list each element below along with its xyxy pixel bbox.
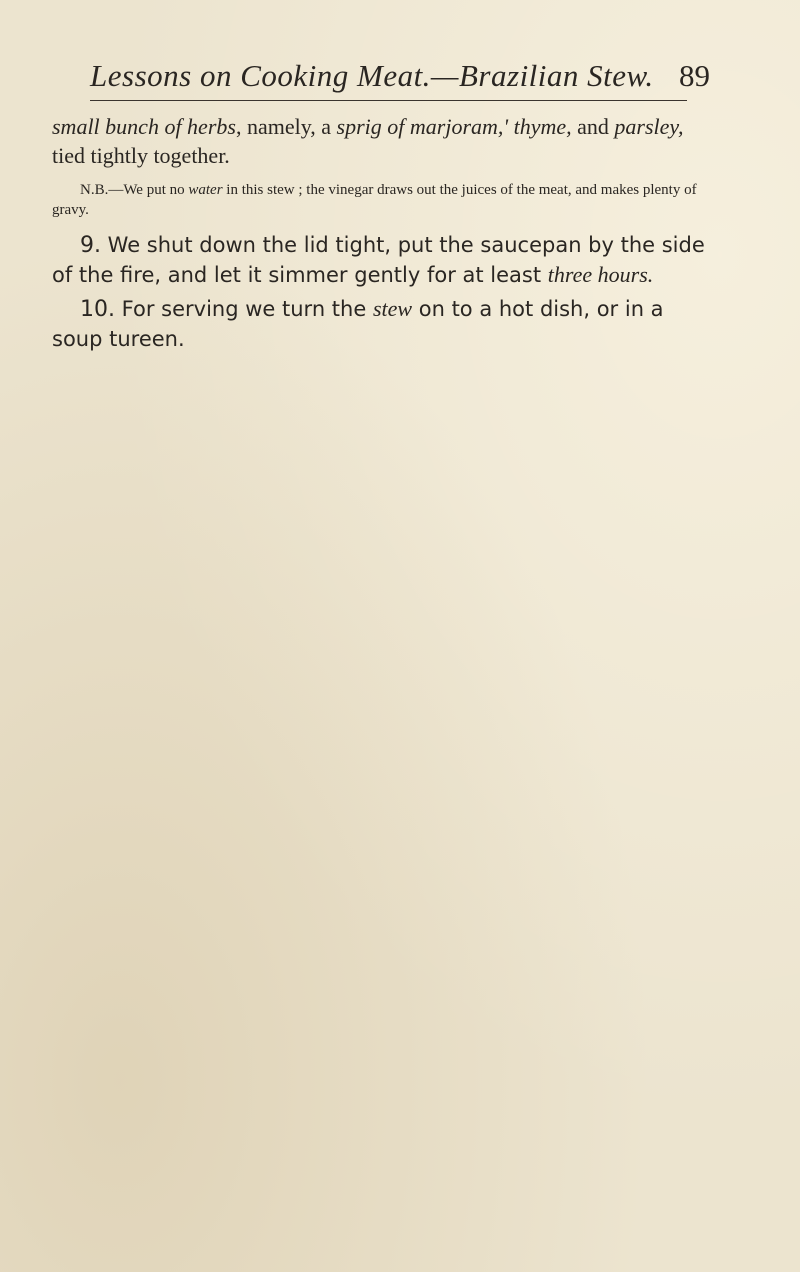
- page-header: [90, 58, 710, 102]
- text: For serving we turn the: [115, 297, 373, 321]
- body-text: [52, 112, 712, 358]
- text: in this stew ; the vinegar draws out the juices of the meat, and makes plenty of gravy.: [52, 182, 697, 218]
- header-rule: [90, 100, 687, 101]
- italic-text: stew: [372, 296, 413, 321]
- text: on to a hot dish, or in a soup tureen.: [52, 297, 664, 351]
- text: N.B.—We put no: [80, 182, 189, 198]
- paragraph-continuation: [52, 112, 712, 170]
- italic-text: water: [188, 182, 223, 198]
- text: , namely, a: [235, 114, 337, 139]
- page-number: 89: [679, 58, 710, 93]
- step-9: [52, 230, 712, 290]
- italic-text: three hours.: [547, 262, 654, 287]
- running-title: Lessons on Cooking Meat.—Brazilian Stew.: [90, 58, 654, 93]
- italic-text: sprig of marjoram,' thyme,: [336, 114, 572, 139]
- nb-note: [52, 180, 712, 220]
- text: We shut down the lid tight, put the saucepan by the side of the fire, and let it simmer gently for at least: [52, 233, 705, 287]
- step-number: 10.: [80, 297, 115, 322]
- italic-text: small bunch of herbs: [52, 114, 236, 139]
- step-number: 9.: [80, 233, 101, 258]
- text: and: [571, 114, 615, 139]
- step-10: [52, 294, 712, 354]
- text: tied tightly together.: [52, 143, 230, 168]
- italic-text: parsley,: [614, 114, 684, 139]
